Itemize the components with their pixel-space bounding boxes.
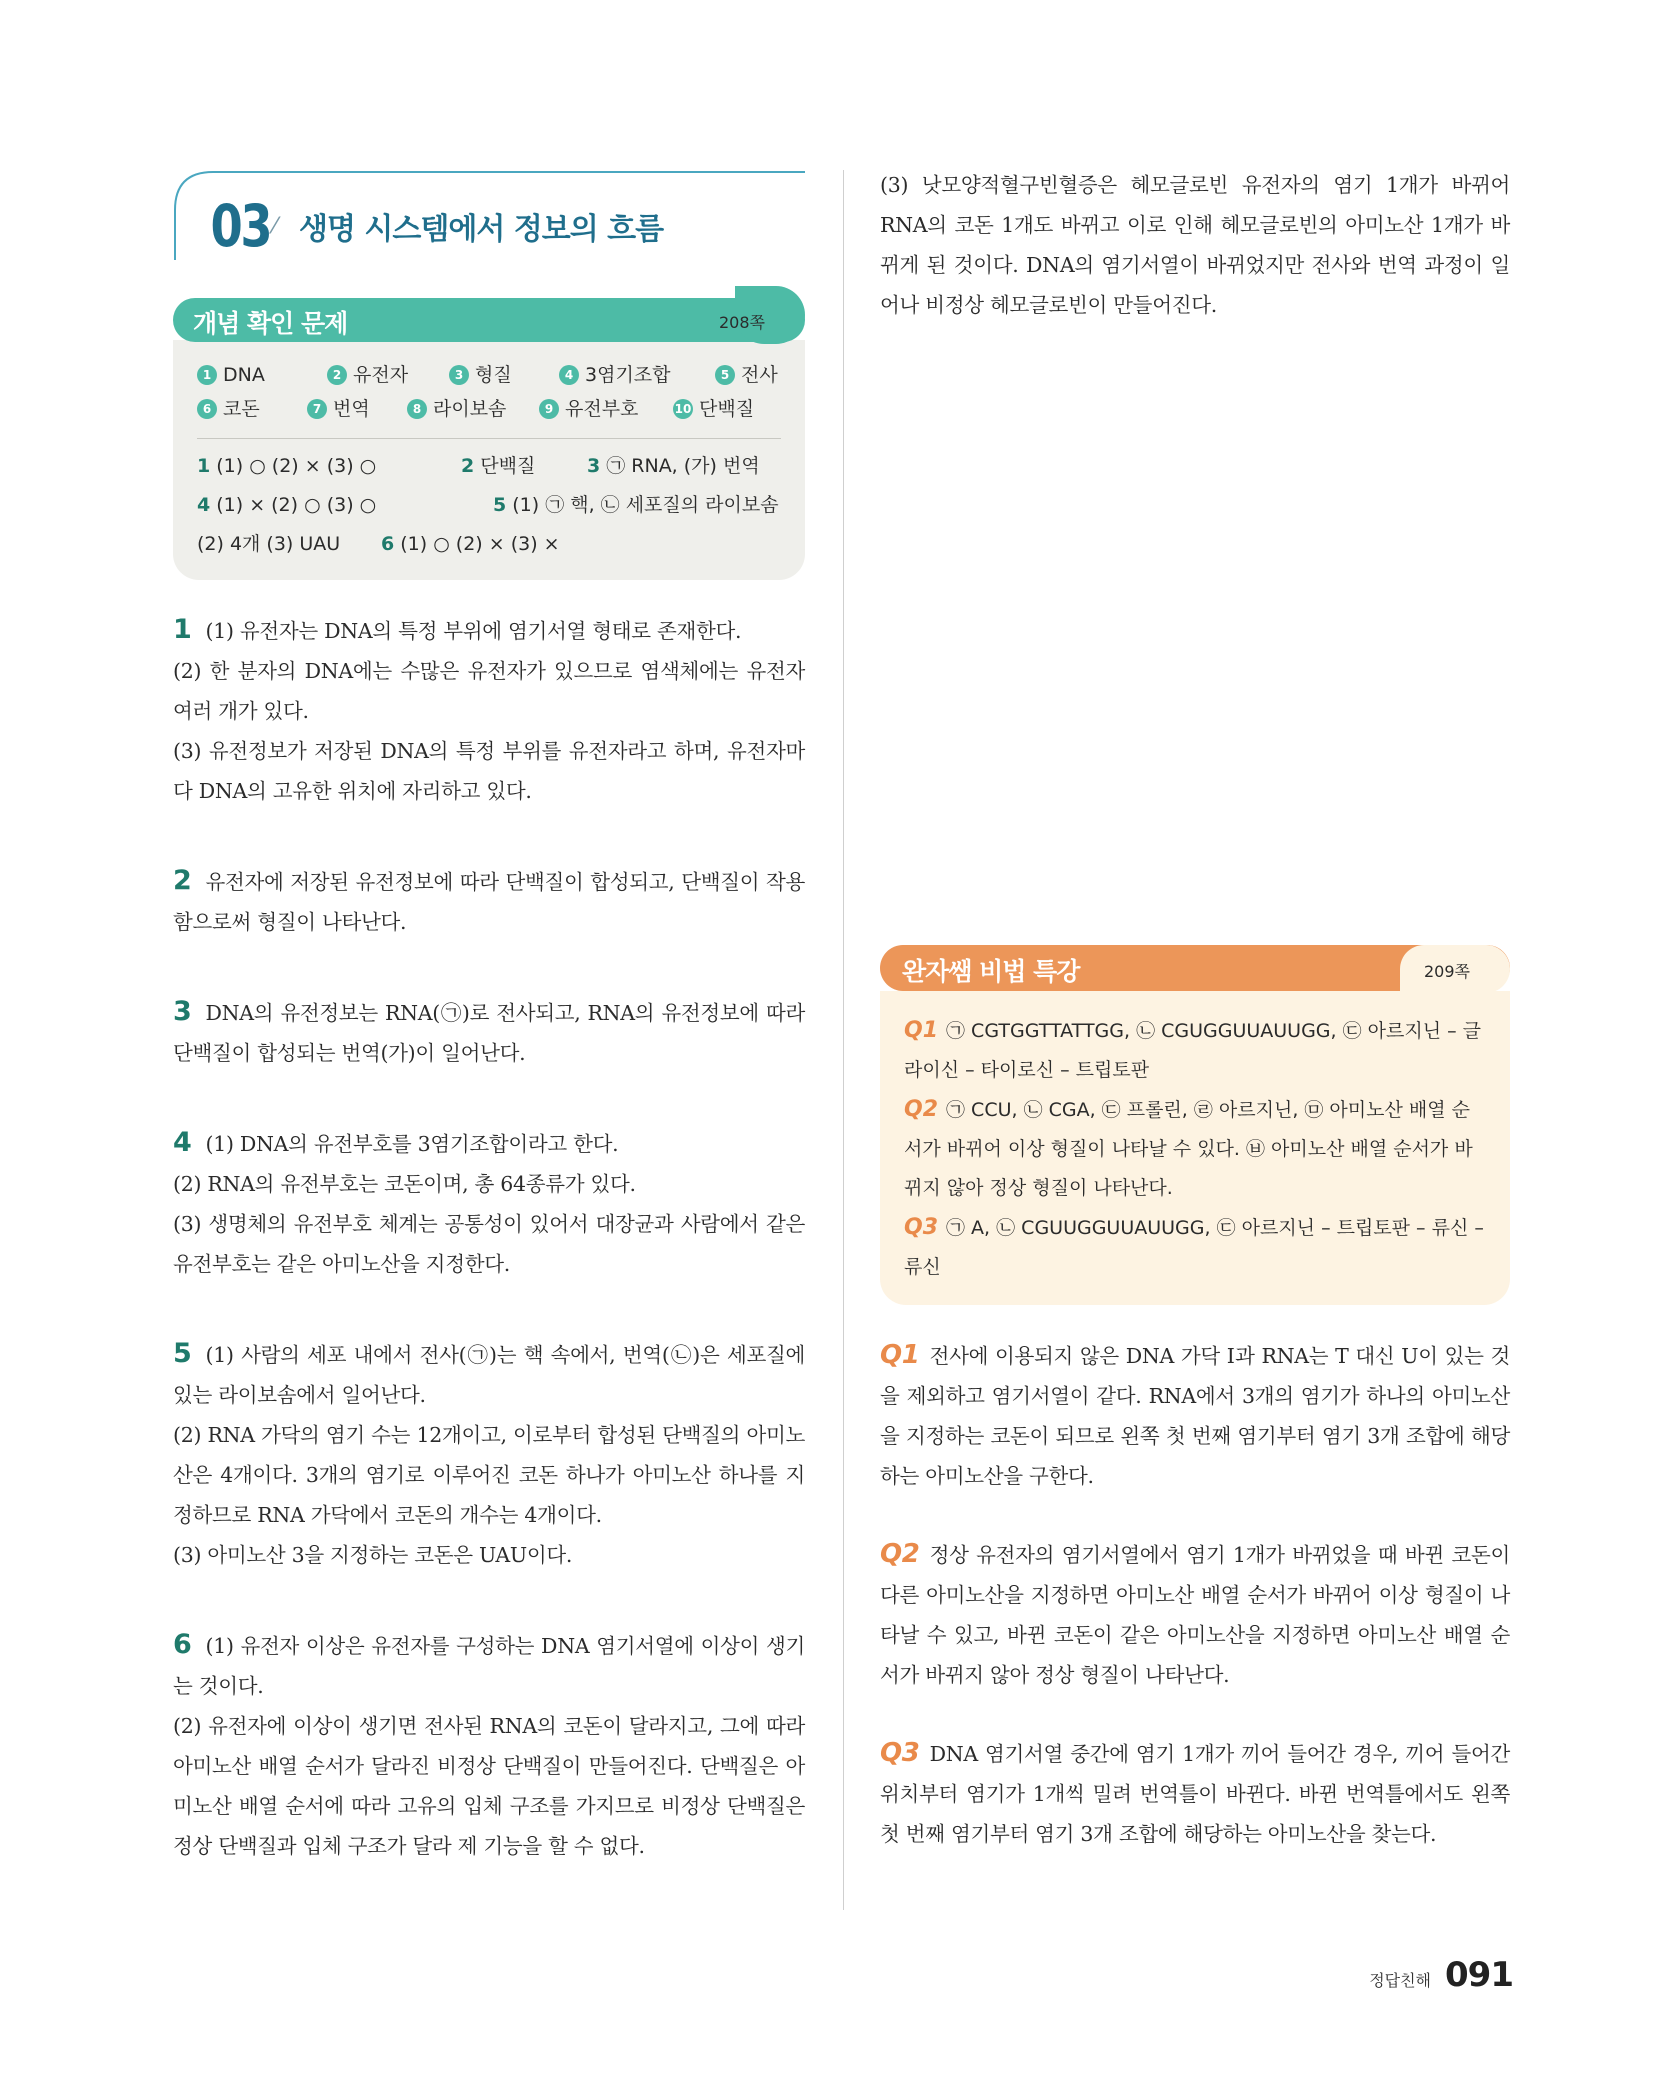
terms-row-2	[197, 392, 781, 426]
explanation-5: 5 (1) 사람의 세포 내에서 전사(㉠)는 핵 속에서, 번역(㉡)은 세포질에 있는 라이보솜에서 일어난다. (2) RNA 가닥의 염기 수는 12개이고, 이로부터 합성된 단백질의 아미노산은 4개이다. 3개의 염기로 이루어진 코돈 하나가 아미노산 하나를 지정하므로 RNA 가닥에서 코돈의 개수는 4개이다. (3) 아미노산 3을 지정하는 코돈은 UAU이다.	[173, 1338, 805, 1567]
tip-answer-3: Q3 ㉠ A, ㉡ CGUUGGUUAUUGG, ㉢ 아르지닌 – 트립토판 – 류신 – 류신	[904, 1215, 1484, 1278]
tip-answer-2: Q2 ㉠ CCU, ㉡ CGA, ㉢ 프롤린, ㉣ 아르지닌, ㉤ 아미노산 배열 순서가 바뀌어 이상 형질이 나타날 수 있다. ㉥ 아미노산 배열 순서가 바뀌지 않아 정상 형질이 나타난다.	[904, 1097, 1473, 1199]
term-item: 4 3염기조합	[559, 358, 715, 392]
page-number: 091	[1445, 1955, 1513, 1995]
concept-label: 개념 확인 문제	[193, 309, 348, 338]
answer-6: 6 (1) ○ (2) × (3) ×	[381, 533, 560, 555]
tip-tab	[880, 945, 1510, 993]
answer-3: 3 ㉠ RNA, (가) 번역	[587, 455, 760, 477]
chapter-slash: ⁄	[273, 214, 277, 239]
chapter-number: 03	[210, 192, 271, 260]
concept-divider	[197, 438, 781, 439]
answer-5-cont: (2) 4개 (3) UAU	[197, 533, 341, 555]
tip-label: 완자쌤 비법 특강	[902, 957, 1080, 986]
footer-label: 정답친해	[1369, 1971, 1432, 1990]
answer-4: 4 (1) × (2) ○ (3) ○	[197, 494, 377, 516]
term-item: 3 형질	[449, 358, 559, 392]
terms-row-1	[197, 358, 781, 392]
term-item: 1 DNA	[197, 358, 327, 392]
concept-box	[173, 340, 805, 580]
column-divider	[843, 170, 844, 1910]
term-item: 8 라이보솜	[407, 392, 539, 426]
answers-row-3	[197, 525, 781, 564]
explanation-4: 4 (1) DNA의 유전부호를 3염기조합이라고 한다. (2) RNA의 유전부호는 코돈이며, 총 64종류가 있다. (3) 생명체의 유전부호 체계는 공통성이 있어서 대장균과 사람에서 같은 유전부호는 같은 아미노산을 지정한다.	[173, 1127, 805, 1276]
explanation-6: 6 (1) 유전자 이상은 유전자를 구성하는 DNA 염기서열에 이상이 생기는 것이다. (2) 유전자에 이상이 생기면 전사된 RNA의 코돈이 달라지고, 그에 따라 아미노산 배열 순서가 달라진 비정상 단백질이 만들어진다. 단백질은 아미노산 배열 순서에 따라 고유의 입체 구조를 가지므로 비정상 단백질은 정상 단백질과 입체 구조가 달라 제 기능을 할 수 없다.	[173, 1629, 805, 1858]
tip-answer-1: Q1 ㉠ CGTGGTTATTGG, ㉡ CGUGGUUAUUGG, ㉢ 아르지닌 – 글라이신 – 타이로신 – 트립토판	[904, 1018, 1481, 1081]
q-explanation-1: Q1 전사에 이용되지 않은 DNA 가닥 Ⅰ과 RNA는 T 대신 U이 있는 것을 제외하고 염기서열이 같다. RNA에서 3개의 염기가 하나의 아미노산을 지정하는 코돈이 되므로 왼쪽 첫 번째 염기부터 염기 3개 조합에 해당하는 아미노산을 구한다.	[880, 1340, 1510, 1488]
answer-5: 5 (1) ㉠ 핵, ㉡ 세포질의 라이보솜	[493, 494, 779, 516]
explanation-3: 3 DNA의 유전정보는 RNA(㉠)로 전사되고, RNA의 유전정보에 따라 단백질이 합성되는 번역(가)이 일어난다.	[173, 996, 805, 1065]
q-explanation-3: Q3 DNA 염기서열 중간에 염기 1개가 끼어 들어간 경우, 끼어 들어간 위치부터 염기가 1개씩 밀려 번역틀이 바뀐다. 바뀐 번역틀에서도 왼쪽 첫 번째 염기부터 염기 3개 조합에 해당하는 아미노산을 찾는다.	[880, 1738, 1510, 1846]
concept-page: 208쪽	[719, 313, 765, 332]
answer-2: 2 단백질	[461, 455, 536, 477]
answer-1: 1 (1) ○ (2) × (3) ○	[197, 455, 377, 477]
chapter-title: 생명 시스템에서 정보의 흐름	[299, 212, 664, 247]
term-item: 6 코돈	[197, 392, 307, 426]
term-item: 7 번역	[307, 392, 407, 426]
tip-box	[880, 991, 1510, 1305]
q-explanation-2: Q2 정상 유전자의 염기서열에서 염기 1개가 바뀌었을 때 바뀐 코돈이 다른 아미노산을 지정하면 아미노산 배열 순서가 바뀌어 이상 형질이 나타날 수 있고, 바뀐 코돈이 같은 아미노산을 지정하면 아미노산 배열 순서가 바뀌지 않아 정상 형질이 나타난다.	[880, 1539, 1510, 1687]
term-item: 5 전사	[715, 358, 778, 392]
chapter-header	[173, 170, 805, 270]
explanation-2: 2 유전자에 저장된 유전정보에 따라 단백질이 합성되고, 단백질이 작용함으로써 형질이 나타난다.	[173, 865, 805, 934]
term-item: 2 유전자	[327, 358, 449, 392]
term-item: 9 유전부호	[539, 392, 673, 426]
tip-page: 209쪽	[1424, 962, 1470, 981]
explanation-6-3: (3) 낫모양적혈구빈혈증은 헤모글로빈 유전자의 염기 1개가 바뀌어 RNA의 코돈 1개도 바뀌고 이로 인해 헤모글로빈의 아미노산 1개가 바뀌게 된 것이다. DNA의 염기서열이 바뀌었지만 전사와 번역 과정이 일어나 비정상 헤모글로빈이 만들어진다.	[880, 173, 1510, 317]
term-item: 10 단백질	[674, 398, 755, 420]
concept-tab	[173, 298, 805, 346]
left-column	[173, 170, 805, 1866]
right-column	[880, 165, 1510, 1854]
answers-row-2	[197, 486, 781, 525]
answers-row-1	[197, 447, 781, 486]
tip-section	[880, 945, 1510, 1305]
page-footer	[1369, 1955, 1513, 1995]
explanation-1: 1 (1) 유전자는 DNA의 특정 부위에 염기서열 형태로 존재한다. (2) 한 분자의 DNA에는 수많은 유전자가 있으므로 염색체에는 유전자 여러 개가 있다. (3) 유전정보가 저장된 DNA의 특정 부위를 유전자라고 하며, 유전자마다 DNA의 고유한 위치에 자리하고 있다.	[173, 614, 805, 803]
